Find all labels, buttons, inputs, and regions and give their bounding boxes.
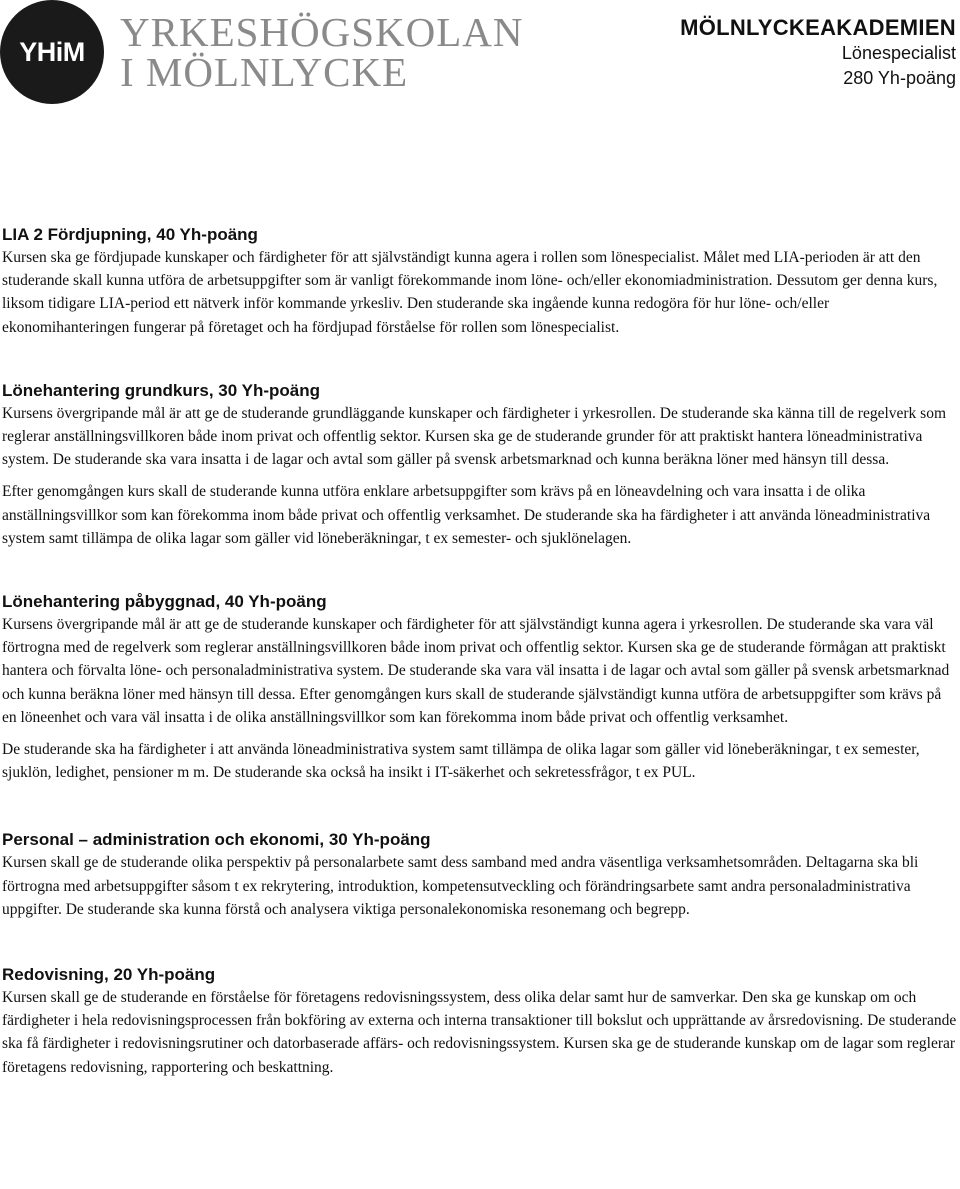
school-logo (0, 0, 104, 104)
course-list (2, 224, 958, 1079)
course-section-redovisning (2, 964, 958, 1079)
course-section-lonehantering-pabyggnad (2, 591, 958, 784)
course-paragraph: Kursens övergripande mål är att ge de studerande kunskaper och färdigheter för att självständigt kunna agera i yrkesrollen. De studerande ska vara väl förtrogna med de regelverk som reglerar anställningsvillkoren både inom privat och offentlig sektor. Kursen ska ge de studerande förmågan att praktiskt hantera och förvalta löne- och personaladministrativa system. De studerande ska vara väl insatta i de lagar och avtal som gäller på svensk arbetsmarknad och kunna beräkna löner med hänsyn till dessa. Efter genomgången kurs skall de studerande självständigt kunna utföra de arbetsuppgifter som krävs på en löneenhet och vara väl insatta i de olika anställningsvillkor som kan förekomma inom både privat och offentlig verksamhet. (2, 616, 950, 726)
course-title: Lönehantering påbyggnad, 40 Yh-poäng (2, 592, 327, 612)
logo-circle (0, 0, 104, 104)
course-title: Lönehantering grundkurs, 30 Yh-poäng (2, 380, 320, 400)
logo-text: YHiM (19, 36, 85, 67)
course-title: Personal – administration och ekonomi, 30 Yh-poäng (2, 830, 431, 850)
course-paragraph: Kursens övergripande mål är att ge de studerande grundläggande kunskaper och färdigheter i yrkesrollen. De studerande ska känna till de regelverk som reglerar anställningsvillkoren både inom privat och offentlig sektor. Kursen ska ge de studerande grunder för att praktiskt hantera löneadministrativa system. De studerande ska vara insatta i de lagar och avtal som gäller på svensk arbetsmarknad och kunna beräkna löner med hänsyn till dessa. (2, 404, 947, 469)
program-header (680, 15, 956, 91)
academy-name: MÖLNLYCKEAKADEMIEN (680, 15, 956, 40)
course-paragraph: Kursen skall ge de studerande en förståelse för företagens redovisningssystem, dess olika delar samt hur de samverkar. Den ska ge kunskap om och färdigheter i hela redovisningsprocessen från bokföring av externa och interna transaktioner till bokslut och upprättande av årsredovisning. De studerande ska få färdigheter i redovisningsrutiner och datorbaserade affärs- och redovisningssystem. Kursen ska ge de studerande kunskap om de lagar som reglerar företagens redovisning, rapportering och beskattning. (2, 989, 957, 1076)
course-section-personal (2, 829, 958, 921)
program-credits: 280 Yh-poäng (843, 68, 956, 88)
course-title: Redovisning, 20 Yh-poäng (2, 965, 216, 985)
course-paragraph: De studerande ska ha färdigheter i att använda löneadministrativa system samt tillämpa de olika lagar som gäller vid löneberäkningar, t ex semester, sjuklön, ledighet, pensioner m m. De studerande ska också ha insikt i IT-säkerhet och sekretessfrågor, t ex PUL. (2, 741, 920, 782)
wordmark-line-2: I MÖLNLYCKE (120, 49, 409, 95)
course-title: LIA 2 Fördjupning, 40 Yh-poäng (2, 225, 258, 244)
course-paragraph: Kursen ska ge fördjupade kunskaper och färdigheter för att självständigt kunna agera i rollen som lönespecialist. Målet med LIA-perioden är att den studerande skall kunna utföra de arbetsuppgifter som är vanligt förekommande inom löne- och/eller ekonomiadministration. Dessutom ger denna kurs, liksom tidigare LIA-period ett nätverk inför kommande yrkesliv. Den studerande ska ingående kunna redogöra för hur löne- och/eller ekonomihanteringen fungerar på företaget och ha fördjupad förståelse för rollen som lönespecialist. (2, 249, 938, 336)
course-paragraph: Efter genomgången kurs skall de studerande kunna utföra enklare arbetsuppgifter som krävs på en löneavdelning och vara insatta i de olika anställningsvillkor som kan förekomma inom både privat och offentlig verksamhet. De studerande ska ha färdigheter i att använda löneadministrativa system samt tillämpa de olika lagar som gäller vid löneberäkningar, t ex semester- och sjuklönelagen. (2, 483, 931, 547)
course-section-lia2 (2, 224, 958, 339)
course-paragraph: Kursen skall ge de studerande olika perspektiv på personalarbete samt dess samband med andra väsentliga verksamhetsområden. Deltagarna ska bli förtrogna med arbetsuppgifter såsom t ex rekrytering, introduktion, kompetensutveckling och förändringsarbete samt andra personaladministrativa uppgifter. De studerande ska kunna förstå och analysera viktiga personalekonomiska resonemang och begrepp. (2, 854, 919, 918)
course-section-lonehantering-grund (2, 380, 958, 550)
program-name: Lönespecialist (841, 43, 956, 63)
wordmark-line-1: YRKESHÖGSKOLAN (120, 9, 524, 55)
school-wordmark (120, 9, 524, 95)
